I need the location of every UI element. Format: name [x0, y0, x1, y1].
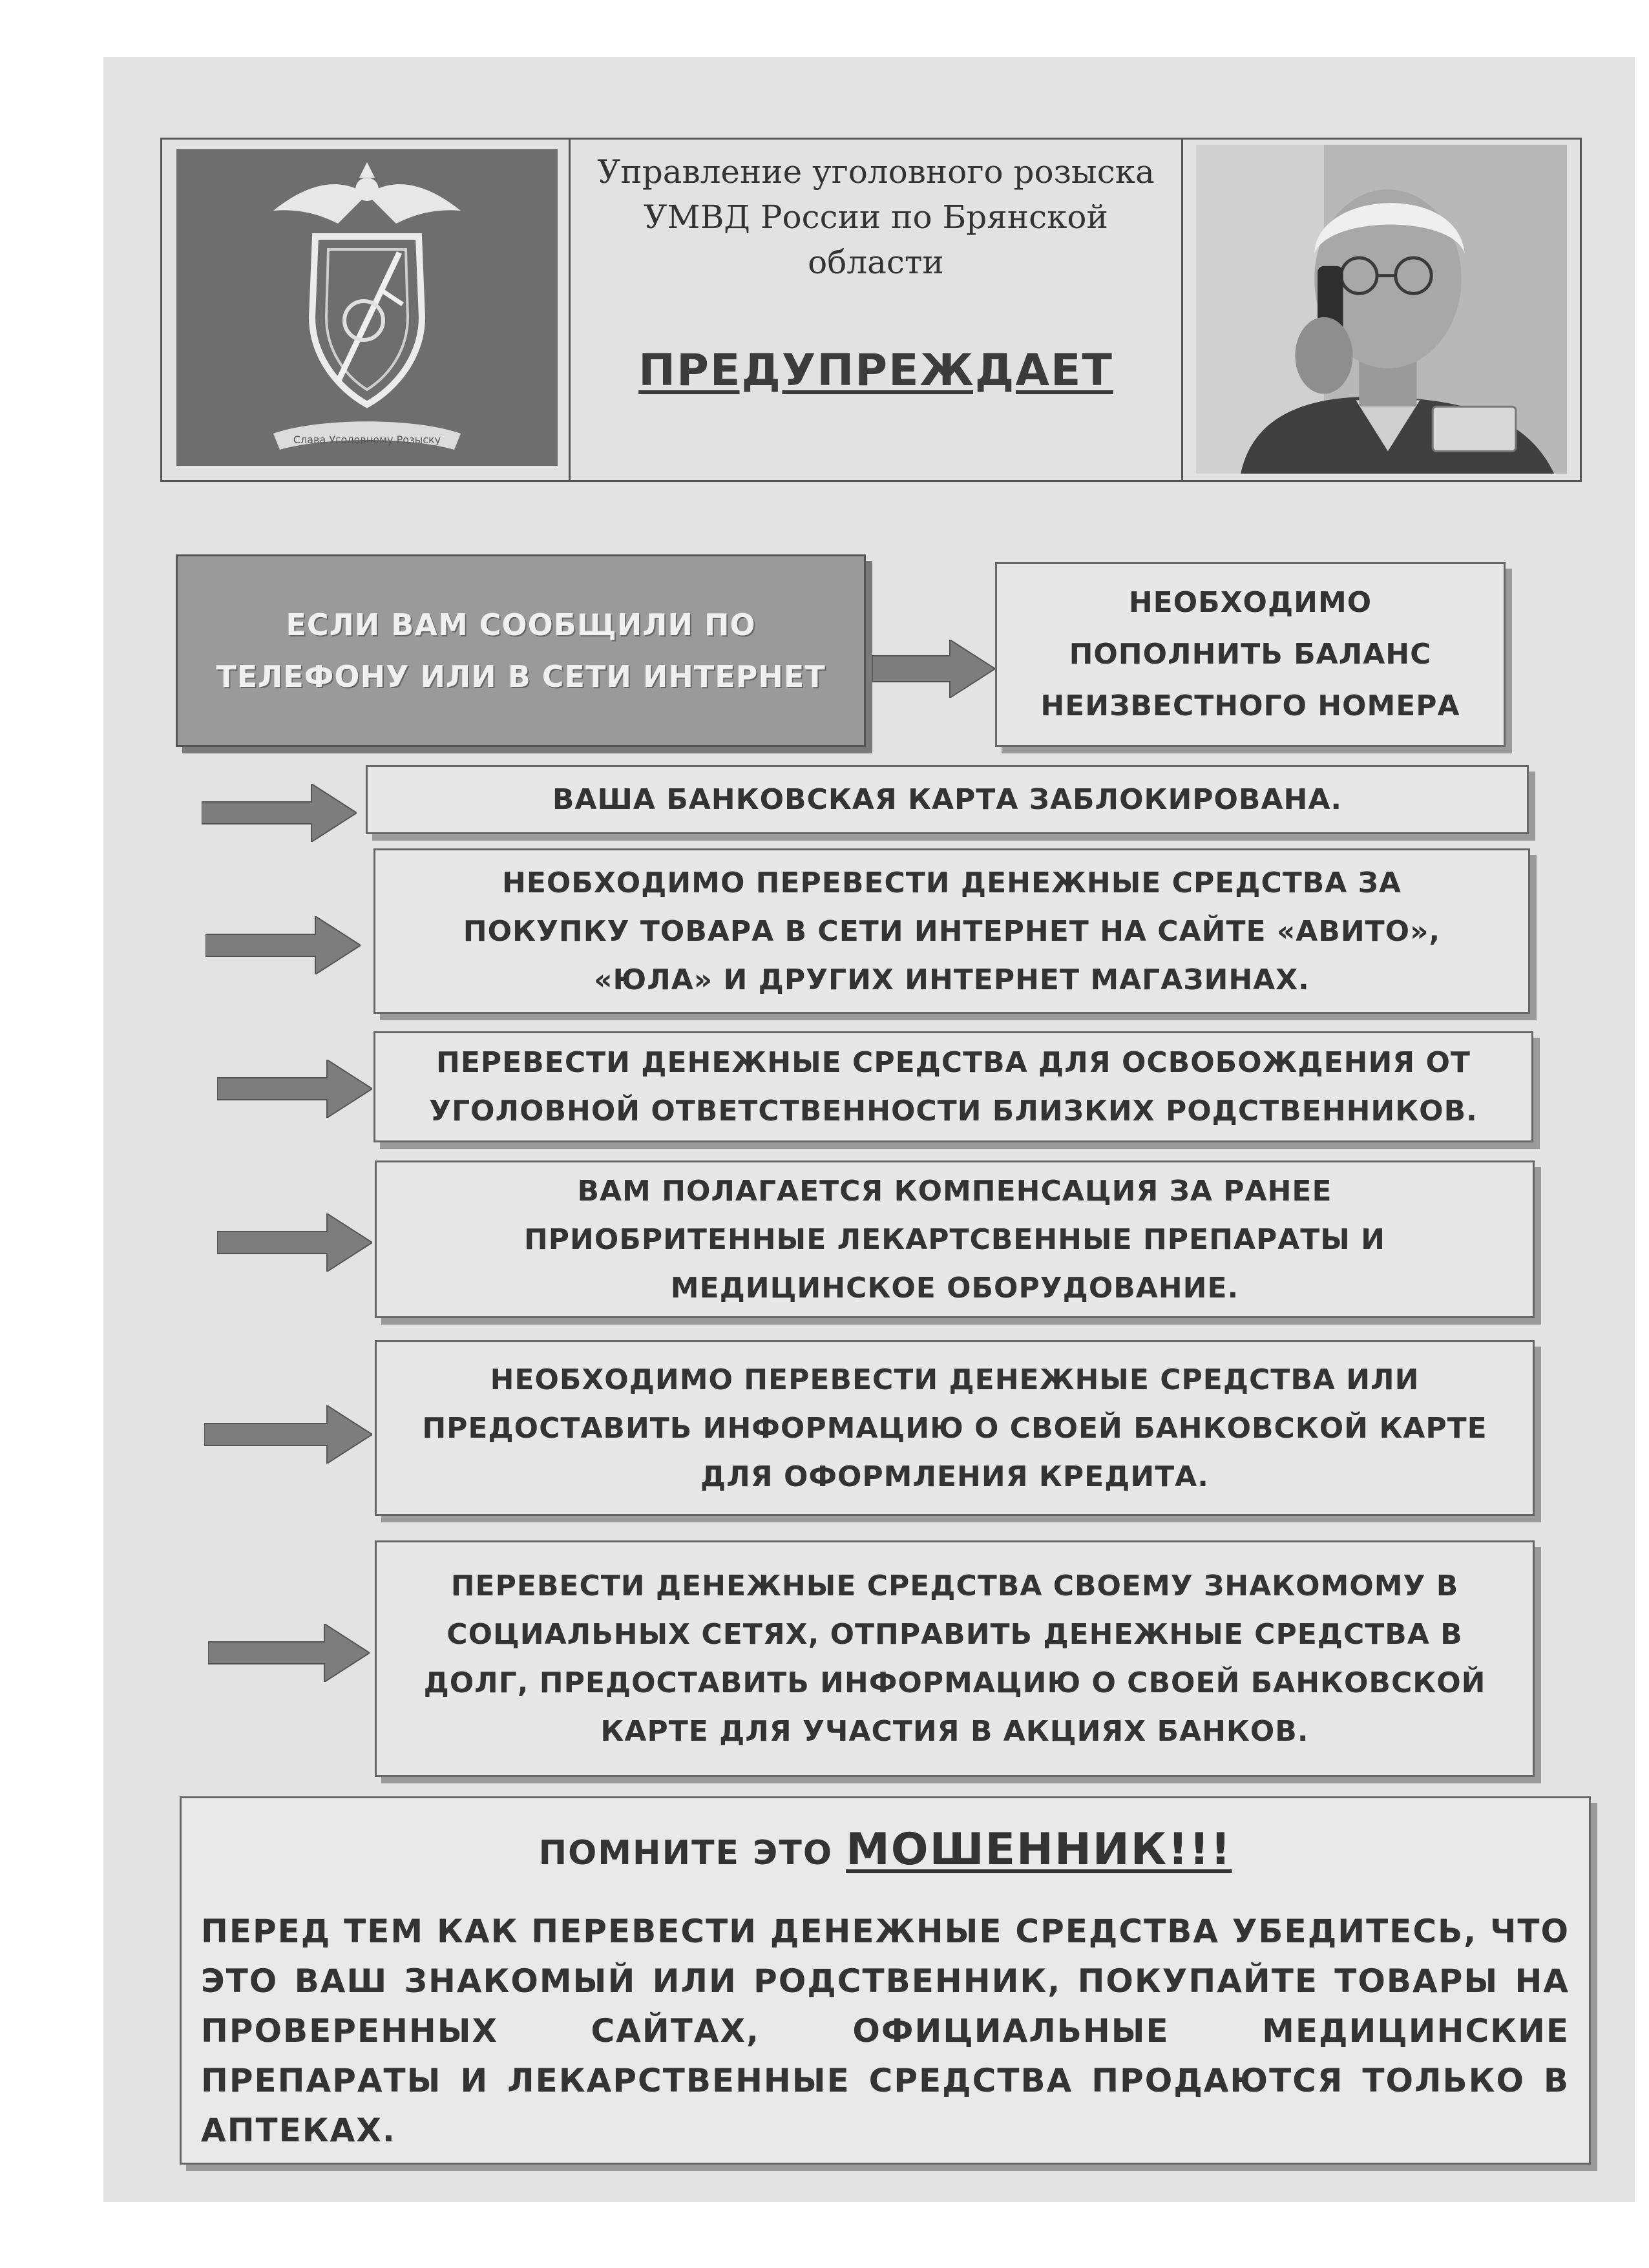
- message-line: МЕДИЦИНСКОЕ ОБОРУДОВАНИЕ.: [670, 1271, 1239, 1305]
- arrow-right-icon: [217, 1213, 372, 1272]
- message-line: ВАША БАНКОВСКАЯ КАРТА ЗАБЛОКИРОВАНА.: [552, 783, 1343, 816]
- message-line: ПЕРЕВЕСТИ ДЕНЕЖНЫЕ СРЕДСТВА СВОЕМУ ЗНАКОМОМУ В: [450, 1570, 1459, 1602]
- message-line: ПРЕДОСТАВИТЬ ИНФОРМАЦИЮ О СВОЕЙ БАНКОВСКОЙ КАРТЕ: [422, 1411, 1487, 1445]
- lead-condition-box: [176, 554, 866, 747]
- arrow-right-icon: [204, 1405, 372, 1464]
- lead-line-2: ТЕЛЕФОНУ ИЛИ В СЕТИ ИНТЕРНЕТ: [216, 659, 826, 694]
- message-box-release-relatives: [373, 1031, 1533, 1142]
- arrow-right-icon: [872, 640, 995, 698]
- message-line: УГОЛОВНОЙ ОТВЕТСТВЕННОСТИ БЛИЗКИХ РОДСТВЕННИКОВ.: [429, 1095, 1478, 1128]
- message-line: ПЕРЕВЕСТИ ДЕНЕЖНЫЕ СРЕДСТВА ДЛЯ ОСВОБОЖДЕНИЯ ОТ: [436, 1046, 1471, 1079]
- message-box-compensation: [375, 1160, 1535, 1318]
- message-line: СОЦИАЛЬНЫХ СЕТЯХ, ОТПРАВИТЬ ДЕНЕЖНЫЕ СРЕДСТВА В: [446, 1618, 1463, 1651]
- arrow-right-icon: [217, 1060, 372, 1118]
- warning-heading: ПРЕДУПРЕЖДАЕТ: [638, 345, 1113, 396]
- fraud-word: МОШЕННИК!!!: [846, 1824, 1232, 1875]
- message-line: ДЛЯ ОФОРМЛЕНИЯ КРЕДИТА.: [700, 1460, 1209, 1493]
- message-box-credit: [375, 1340, 1535, 1516]
- police-emblem-icon: [176, 149, 558, 466]
- final-warning-title: [182, 1824, 1589, 1875]
- header-emblem-cell: [162, 140, 571, 480]
- message-line: КАРТЕ ДЛЯ УЧАСТИЯ В АКЦИЯХ БАНКОВ.: [600, 1715, 1309, 1748]
- lead-line-1: ЕСЛИ ВАМ СООБЩИЛИ ПО: [286, 607, 756, 642]
- org-line-1: Управление уголовного розыска: [597, 153, 1155, 191]
- header-table: [160, 138, 1582, 482]
- org-line-2: УМВД России по Брянской области: [644, 198, 1108, 281]
- organization-name: [571, 149, 1181, 285]
- message-line: ВАМ ПОЛАГАЕТСЯ КОМПЕНСАЦИЯ ЗА РАНЕЕ: [577, 1174, 1332, 1208]
- header-title-cell: [571, 140, 1183, 480]
- message-box-social-networks: [375, 1540, 1535, 1777]
- message-line: ПОКУПКУ ТОВАРА В СЕТИ ИНТЕРНЕТ НА САЙТЕ «АВИТО»,: [463, 914, 1441, 948]
- message-box-top-up-balance: [995, 562, 1506, 747]
- final-warning-text: ПЕРЕД ТЕМ КАК ПЕРЕВЕСТИ ДЕНЕЖНЫЕ СРЕДСТВА УБЕДИТЕСЬ, ЧТО ЭТО ВАШ ЗНАКОМЫЙ ИЛИ РОДСТВЕННИК, ПОКУПАЙТЕ ТОВАРЫ НА ПРОВЕРЕННЫХ САЙТАХ, ОФИЦИАЛЬНЫЕ МЕДИЦИНСКИЕ ПРЕПАРАТЫ И ЛЕКАРСТВЕННЫЕ СРЕДСТВА ПРОДАЮТСЯ ТОЛЬКО В АПТЕКАХ.: [201, 1913, 1570, 2149]
- message-line: ДОЛГ, ПРЕДОСТАВИТЬ ИНФОРМАЦИЮ О СВОЕЙ БАНКОВСКОЙ: [423, 1666, 1486, 1699]
- message-line: НЕОБХОДИМО ПЕРЕВЕСТИ ДЕНЕЖНЫЕ СРЕДСТВА ЗА: [502, 866, 1402, 899]
- message-box-card-blocked: [366, 765, 1529, 834]
- final-warning-box: [180, 1796, 1591, 2165]
- message-line: «ЮЛА» И ДРУГИХ ИНТЕРНЕТ МАГАЗИНАХ.: [594, 963, 1310, 996]
- emblem-ribbon-text: Слава Уголовному Розыску: [293, 434, 441, 446]
- elderly-man-photo-icon: [1196, 145, 1567, 474]
- final-title-prefix: ПОМНИТЕ ЭТО: [538, 1834, 846, 1873]
- header-photo-cell: [1183, 140, 1580, 480]
- message-box-online-purchase: [373, 848, 1530, 1014]
- arrow-right-icon: [205, 916, 361, 974]
- message-line: ПРИОБРИТЕННЫЕ ЛЕКАРТСВЕННЫЕ ПРЕПАРАТЫ И: [523, 1223, 1386, 1256]
- message-line: НЕОБХОДИМО ПЕРЕВЕСТИ ДЕНЕЖНЫЕ СРЕДСТВА ИЛИ: [490, 1363, 1420, 1396]
- message-line: НЕОБХОДИМО: [1128, 586, 1372, 619]
- arrow-right-icon: [208, 1624, 370, 1682]
- message-line: ПОПОЛНИТЬ БАЛАНС: [1069, 638, 1432, 671]
- message-line: НЕИЗВЕСТНОГО НОМЕРА: [1040, 689, 1460, 722]
- arrow-right-icon: [202, 784, 357, 842]
